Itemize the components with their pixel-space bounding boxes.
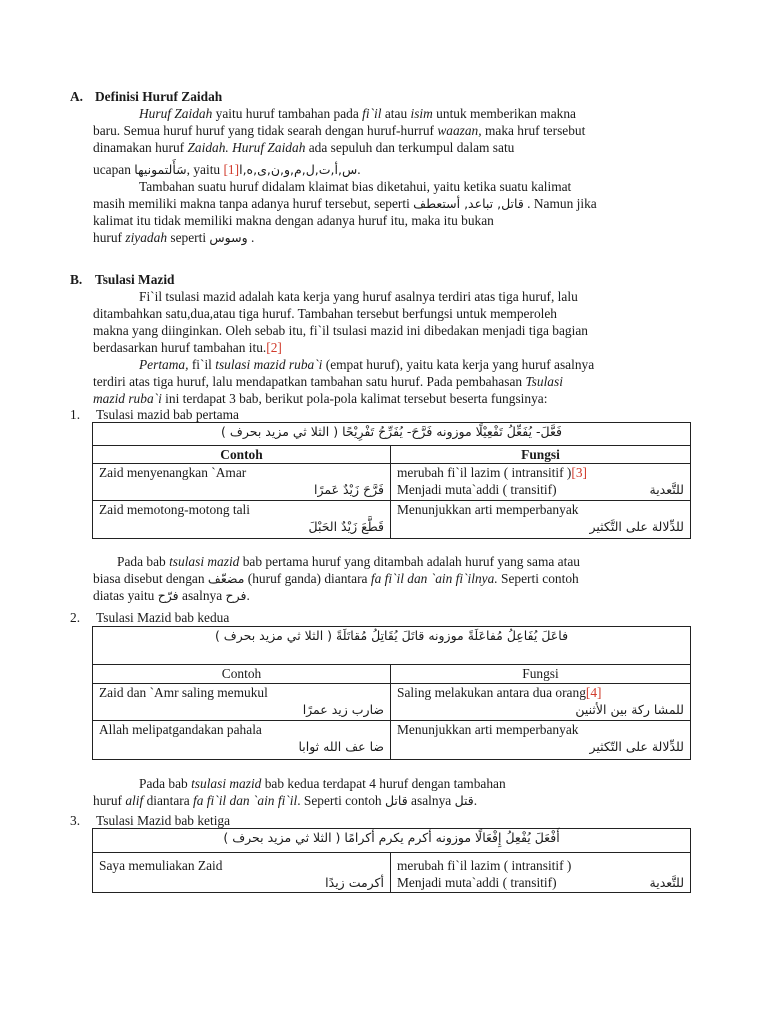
text-line: huruf alif diantara fa fi`il dan `ain fi`il. Seperti contoh قاتل asalnya قتل. [93,793,478,808]
table-row [93,853,691,893]
fungsi-cell: merubah fi`il lazim ( intransitif )[3] Menjadi muta`addi ( transitif) للتَّعدية [391,464,691,501]
text-line: makna yang diinginkan. Oleh sebab itu, fi`il tsulasi mazid ini dibedakan menjadi tiga bagian [93,323,588,338]
text-line: ucapan سَأَلتمونيها, yaitu [1]س,أ,ت,ل,م,و,ن,ى,ه,ا. [93,162,361,177]
bab-1-explanation [93,553,693,604]
arabic-term: قتل [454,793,474,808]
list-title: Tsulasi mazid bab pertama [96,407,239,422]
footnote-reference-link[interactable]: [2] [266,340,282,355]
section-number: B. [70,272,83,287]
text-line: Pada bab tsulasi mazid bab pertama huruf yang ditambah adalah huruf yang sama atau [117,554,580,569]
column-header-contoh: Contoh [93,446,391,464]
arabic-term: فرح [225,588,247,603]
table-pattern-header: فاعَلَ يُفَاعِلُ مُفاعَلَةً موزونه قاتَلَ يُقَاتِلُ مُقاتَلَةً ( الثلا ثي مزيد بحرف ) [93,627,691,665]
text-line: mazid ruba`i ini terdapat 3 bab, berikut pola-pola kalimat tersebut beserta fungsinya: [93,391,548,406]
bab-1-heading [70,406,239,423]
list-number: 1. [70,407,81,422]
contoh-cell: Allah melipatgandakan pahala ضا عف الله ثوابا [93,721,391,760]
arabic-term: قاتل, تباعد, أستعطف [413,196,524,211]
text-line: baru. Semua huruf huruf yang tidak searah dengan huruf-hurruf waazan, maka hruf tersebut [93,123,586,138]
section-a-definition [93,105,675,246]
contoh-cell: Zaid menyenangkan `Amar فَرَّحَ زَيْدٌ عَمرًا [93,464,391,501]
list-title: Tsulasi Mazid bab ketiga [96,813,231,828]
arabic-term: مضعّف [207,571,245,586]
fungsi-cell: Menunjukkan arti memperbanyak للدِّلالة على التّكثير [391,721,691,760]
text-line: dinamakan huruf Zaidah. Huruf Zaidah ada sepuluh dan terkumpul dalam satu [93,140,515,155]
table-pattern-header: فَعَّلَ- يُفَعِّلُ تَفْعِيْلًا موزونه فَرَّحَ- يُفَرِّحُ تَفْرِيْحًا ( الثلا ثي مزيد بحرف ) [93,423,691,446]
text-line: terdiri atas tiga huruf, lalu mendapatkan tambahan satu huruf. Pada pembahasan Tsulasi [93,374,563,389]
arabic-term: س,أ,ت,ل,م,و,ن,ى,ه,ا [239,162,358,177]
fungsi-cell: Saling melakukan antara dua orang[4] للمشا ركة بين الأثنين [391,684,691,721]
list-number: 3. [70,813,81,828]
fungsi-cell: merubah fi`il lazim ( intransitif ) Menjadi muta`addi ( transitif) للتَّعدية [391,853,691,893]
column-header-fungsi: Fungsi [391,446,691,464]
bab-3-table [92,828,691,893]
footnote-reference-link[interactable]: [4] [585,685,602,700]
text-line: Huruf Zaidah yaitu huruf tambahan pada fi`il atau isim untuk memberikan makna [139,106,576,121]
text-line: huruf ziyadah seperti وسوس . [93,230,255,245]
text-line: berdasarkan huruf tambahan itu.[2] [93,340,282,355]
arabic-term: قاتل [384,793,408,808]
text-line: masih memiliki makna tanpa adanya huruf tersebut, seperti قاتل, تباعد, أستعطف . Namun jika [93,196,597,211]
text-line: ditambahkan satu,dua,atau tiga huruf. Tambahan tersebut berfungsi untuk memperoleh [93,306,558,321]
section-b-heading [70,271,175,288]
text-line: Fi`il tsulasi mazid adalah kata kerja yang huruf asalnya terdiri atas tiga huruf, lalu [139,289,578,304]
section-title: Tsulasi Mazid [95,272,175,287]
table-pattern-header: أَفْعَلَ يُفْعِلُ إِفْعَالًا موزونه أكرم يكرم أكرامًا ( الثلا ثي مزيد بحرف ) [93,829,691,853]
arabic-term: سَأَلتمونيها [134,162,187,177]
table-row [93,464,691,501]
column-header-contoh: Contoh [93,665,391,684]
bab-1-table [92,422,691,539]
bab-2-explanation [93,775,693,809]
table-row [93,684,691,721]
table-row [93,721,691,760]
text-line: diatas yaitu فرّح asalnya فرح. [93,588,250,603]
section-b-body [93,288,675,407]
column-header-fungsi: Fungsi [391,665,691,684]
text-line: Pada bab tsulasi mazid bab kedua terdapat 4 huruf dengan tambahan [139,776,506,791]
bab-3-heading [70,812,230,829]
arabic-term: وسوس [209,230,248,245]
section-a-heading [70,88,222,105]
table-row [93,501,691,539]
list-title: Tsulasi Mazid bab kedua [96,610,230,625]
text-line: kalimat itu tidak memiliki makna dengan adanya huruf itu, maka itu bukan [93,213,494,228]
footnote-reference-link[interactable]: [1] [223,162,240,177]
contoh-cell: Zaid dan `Amr saling memukul ضارب زيد عمرًا [93,684,391,721]
text-line: biasa disebut dengan مضعّف (huruf ganda) diantara fa fi`il dan `ain fi`ilnya. Seperti contoh [93,571,579,586]
section-title: Definisi Huruf Zaidah [95,89,223,104]
bab-2-table [92,626,691,760]
text-line: Tambahan suatu huruf didalam klaimat bias diketahui, yaitu ketika suatu kalimat [139,179,572,194]
bab-2-heading [70,609,229,626]
text-line: Pertama, fi`il tsulasi mazid ruba`i (empat huruf), yaitu kata kerja yang huruf asalnya [139,357,595,372]
contoh-cell: Zaid memotong-motong tali قَطَّعَ زَيْدٌ الحَبْلَ [93,501,391,539]
arabic-term: فرّح [157,588,179,603]
list-number: 2. [70,610,81,625]
section-number: A. [70,89,84,104]
fungsi-cell: Menunjukkan arti memperbanyak للدِّلالة على التَّكثير [391,501,691,539]
footnote-reference-link[interactable]: [3] [571,465,588,480]
contoh-cell: Saya memuliakan Zaid أكرمت زيدًا [93,853,391,893]
